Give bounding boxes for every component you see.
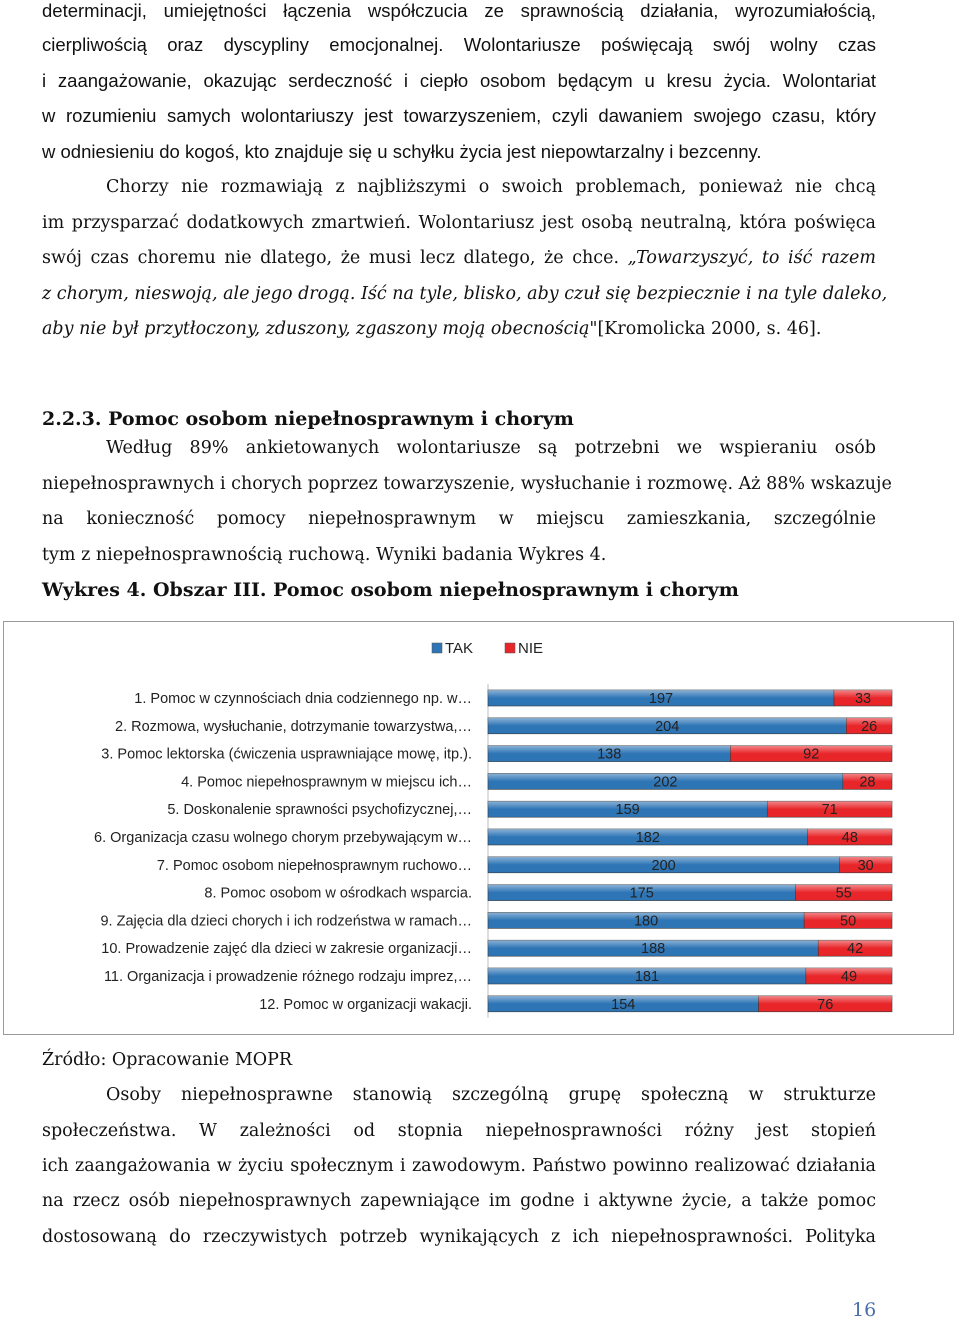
data-label: 28 — [859, 774, 876, 791]
legend-swatch — [505, 643, 515, 653]
category-label: 8. Pomoc osobom w ośrodkach wsparcia. — [204, 885, 472, 902]
quote-line — [42, 318, 876, 340]
data-label: 30 — [857, 857, 874, 874]
data-label: 197 — [648, 691, 674, 707]
source-note: Źródło: Opracowanie MOPR — [42, 1050, 293, 1070]
data-label: 159 — [615, 802, 640, 819]
data-label: 48 — [841, 830, 858, 846]
paragraph-line: Według 89% ankietowanych wolontariusze są potrzebni we wspieraniu osób — [106, 438, 876, 458]
data-label: 55 — [835, 885, 852, 902]
paragraph-line: i zaangażowanie, okazując serdeczność i ciepło osobom będącym u kresu życia. Wolontariat — [42, 70, 876, 91]
paragraph-line: dostosowaną do rzeczywistych potrzeb wynikających z ich niepełnosprawności. Polityka — [42, 1227, 876, 1247]
paragraph-line: na rzecz osób niepełnosprawnych zapewniające im godne i aktywne życie, a także pomoc — [42, 1191, 876, 1211]
category-label: 9. Zajęcia dla dzieci chorych i ich rodzeństwa w ramach… — [100, 913, 472, 930]
category-label: 10. Prowadzenie zajęć dla dzieci w zakresie organizacji… — [101, 941, 472, 958]
legend-label: TAK — [445, 640, 474, 657]
paragraph-line: w odniesieniu do kogoś, kto znajduje się u schyłku życia jest niepowtarzalny i bezcenny. — [42, 141, 762, 162]
legend-label: NIE — [518, 640, 544, 657]
paragraph-line — [42, 247, 876, 269]
data-label: 175 — [629, 885, 654, 902]
paragraph-line: Chorzy nie rozmawiają z najbliższymi o swoich problemach, ponieważ nie chcą — [106, 177, 876, 197]
section-number: 2.2.3. — [42, 408, 102, 430]
data-label: 42 — [847, 941, 864, 958]
chart-container — [3, 621, 954, 1035]
category-label: 12. Pomoc w organizacji wakacji. — [259, 996, 472, 1013]
data-label: 76 — [817, 996, 834, 1013]
category-label: 5. Doskonalenie sprawności psychofizycznej,… — [167, 802, 472, 819]
category-label: 6. Organizacja czasu wolnego chorym przebywającym w… — [94, 830, 472, 846]
chart-caption: Wykres 4. Obszar III. Pomoc osobom niepełnosprawnym i chorym — [42, 579, 739, 601]
data-label: 49 — [840, 969, 858, 985]
bar-chart — [4, 622, 955, 1036]
data-label: 181 — [634, 969, 660, 985]
quote-text: aby nie był przytłoczony, zduszony, zgaszony moją obecnością" — [42, 319, 598, 339]
category-label: 7. Pomoc osobom niepełnosprawnym ruchowo… — [156, 857, 472, 874]
page-number: 16 — [852, 1299, 877, 1321]
paragraph-text: swój czas choremu nie dlatego, że musi lecz dlatego, że chce. — [42, 248, 620, 268]
category-label: 11. Organizacja i prowadzenie różnego rodzaju imprez,… — [103, 969, 472, 985]
data-label: 204 — [655, 718, 680, 735]
paragraph-line: na konieczność pomocy niepełnosprawnym w miejscu zamieszkania, szczególnie — [42, 509, 876, 529]
paragraph-line: Osoby niepełnosprawne stanowią szczególną grupę społeczną w strukturze — [106, 1085, 876, 1105]
data-label: 26 — [861, 718, 878, 735]
data-label: 188 — [641, 941, 666, 958]
data-label: 202 — [653, 774, 678, 791]
section-heading — [42, 408, 876, 430]
paragraph-line: determinacji, umiejętności łączenia współczucia ze sprawnością działania, wyrozumiałością, — [42, 0, 876, 21]
quote-text: z chorym, nieswoją, ale jego drogą. Iść na tyle, blisko, aby czuł się bezpiecznie i na tyle daleko, — [42, 284, 888, 304]
section-title: Pomoc osobom niepełnosprawnym i chorym — [108, 408, 574, 430]
data-label: 92 — [803, 746, 820, 763]
data-label: 182 — [635, 830, 660, 846]
paragraph-line: ich zaangażowania w życiu społecznym i zawodowym. Państwo powinno realizować działania — [42, 1156, 876, 1176]
paragraph-line: cierpliwością oraz dyscypliny emocjonalnej. Wolontariusze poświęcają swój wolny czas — [42, 34, 876, 55]
paragraph-line: im przysparzać dodatkowych zmartwień. Wolontariusz jest osobą neutralną, która poświęca — [42, 213, 876, 233]
legend-swatch — [432, 643, 442, 653]
category-label: 2. Rozmowa, wysłuchanie, dotrzymanie towarzystwa,… — [115, 718, 472, 735]
category-label: 3. Pomoc lektorska (ćwiczenia usprawniające mowę, itp.). — [101, 746, 472, 763]
quote-line — [42, 283, 888, 305]
data-label: 154 — [611, 996, 636, 1013]
category-label: 4. Pomoc niepełnosprawnym w miejscu ich… — [181, 774, 472, 791]
citation: [Kromolicka 2000, s. 46]. — [597, 319, 822, 339]
data-label: 50 — [840, 913, 857, 930]
data-label: 71 — [821, 802, 838, 819]
paragraph-line: w rozumieniu samych wolontariuszy jest towarzyszeniem, czyli dawaniem swojego czasu, który — [42, 105, 876, 126]
data-label: 200 — [651, 857, 676, 874]
data-label: 33 — [854, 691, 872, 707]
quote-text: „Towarzyszyć, to iść razem — [627, 248, 876, 268]
category-label: 1. Pomoc w czynnościach dnia codziennego np. w… — [134, 691, 472, 707]
paragraph-line: społeczeństwa. W zależności od stopnia niepełnosprawności różny jest stopień — [42, 1121, 876, 1141]
data-label: 138 — [597, 746, 622, 763]
paragraph-line: niepełnosprawnych i chorych poprzez towarzyszenie, wysłuchanie i rozmowę. Aż 88% wskazuje — [42, 474, 892, 494]
data-label: 180 — [633, 913, 659, 930]
paragraph-line: tym z niepełnosprawnością ruchową. Wyniki badania Wykres 4. — [42, 545, 607, 565]
